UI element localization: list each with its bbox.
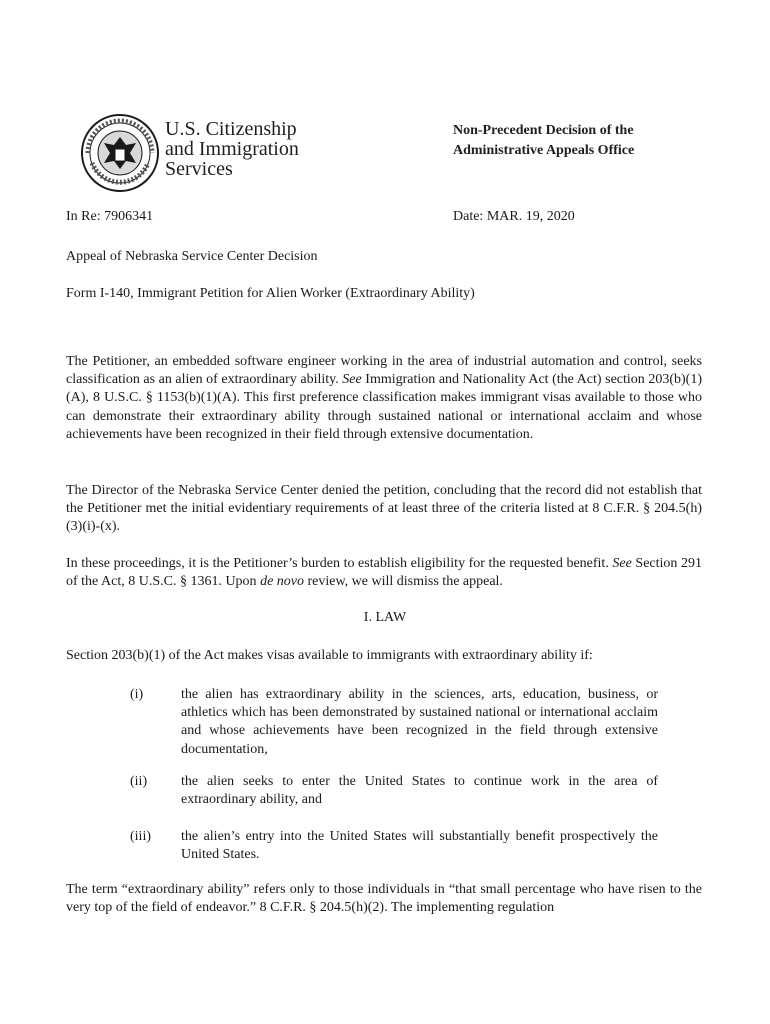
decision-line-1: Non-Precedent Decision of the <box>453 123 634 138</box>
in-re-line: In Re: 7906341 <box>66 209 154 224</box>
p1-text-a: The Petitioner, an embedded software engineer working in the area of industrial automation and control, seeks classification as an alien of extraordinary ability. <box>66 354 702 388</box>
agency-line-2: and Immigration <box>165 138 299 160</box>
list-item-number: (ii) <box>130 774 148 789</box>
agency-line-1: U.S. Citizenship <box>165 118 297 140</box>
agency-line-3: Services <box>165 158 233 180</box>
decision-type <box>453 121 634 161</box>
dhs-seal-icon <box>80 113 160 193</box>
appeal-line: Appeal of Nebraska Service Center Decision <box>66 249 318 264</box>
p3-text-a: In these proceedings, it is the Petitioner’s burden to establish eligibility for the requested benefit. <box>66 556 613 571</box>
section-heading-law: I. LAW <box>363 610 407 625</box>
decision-line-2: Administrative Appeals Office <box>453 143 635 158</box>
paragraph-definition: The term “extraordinary ability” refers only to those individuals in “that small percentage who have risen to the very top of the field of endeavor.” 8 C.F.R. § 204.5(h)(2). The implementing regulation <box>66 882 702 916</box>
agency-name <box>165 119 299 179</box>
form-line: Form I-140, Immigrant Petition for Alien Worker (Extraordinary Ability) <box>66 286 475 301</box>
paragraph-burden <box>66 555 702 591</box>
p3-see: See <box>612 556 632 571</box>
decision-date: Date: MAR. 19, 2020 <box>453 209 575 224</box>
list-item-text: the alien’s entry into the United States will substantially benefit prospectively the United States. <box>181 829 658 863</box>
p1-text-b: Immigration and Nationality Act (the Act) section 203(b)(1)(A), 8 U.S.C. § 1153(b)(1)(A). This first preference classification makes immigrant visas available to those who can demonstrate their extraordinary ability through sustained national or international acclaim and whose achievements have been recognized in their field through extensive documentation. <box>66 372 702 442</box>
paragraph-intro <box>66 353 702 444</box>
paragraph-section-203: Section 203(b)(1) of the Act makes visas available to immigrants with extraordinary ability if: <box>66 648 593 663</box>
p3-de-novo: de novo <box>260 574 304 590</box>
p3-text-c: review, we will dismiss the appeal. <box>304 574 503 590</box>
list-item-number: (i) <box>130 687 144 702</box>
list-item-text: the alien seeks to enter the United States to continue work in the area of extraordinary ability, and <box>181 774 658 808</box>
list-item-number: (iii) <box>130 829 151 844</box>
p1-see: See <box>342 372 362 388</box>
paragraph-director: The Director of the Nebraska Service Center denied the petition, concluding that the record did not establish that the Petitioner met the initial evidentiary requirements of at least three of the criteria listed at 8 C.F.R. § 204.5(h)(3)(i)-(x). <box>66 483 702 535</box>
p3-text-b: Section 291 of the Act, 8 U.S.C. § 1361. Upon <box>66 556 702 590</box>
list-item-text: the alien has extraordinary ability in the sciences, arts, education, business, or athletics which has been demonstrated by sustained national or international acclaim and whose achievements have been recognized in the field through extensive documentation, <box>181 687 658 757</box>
